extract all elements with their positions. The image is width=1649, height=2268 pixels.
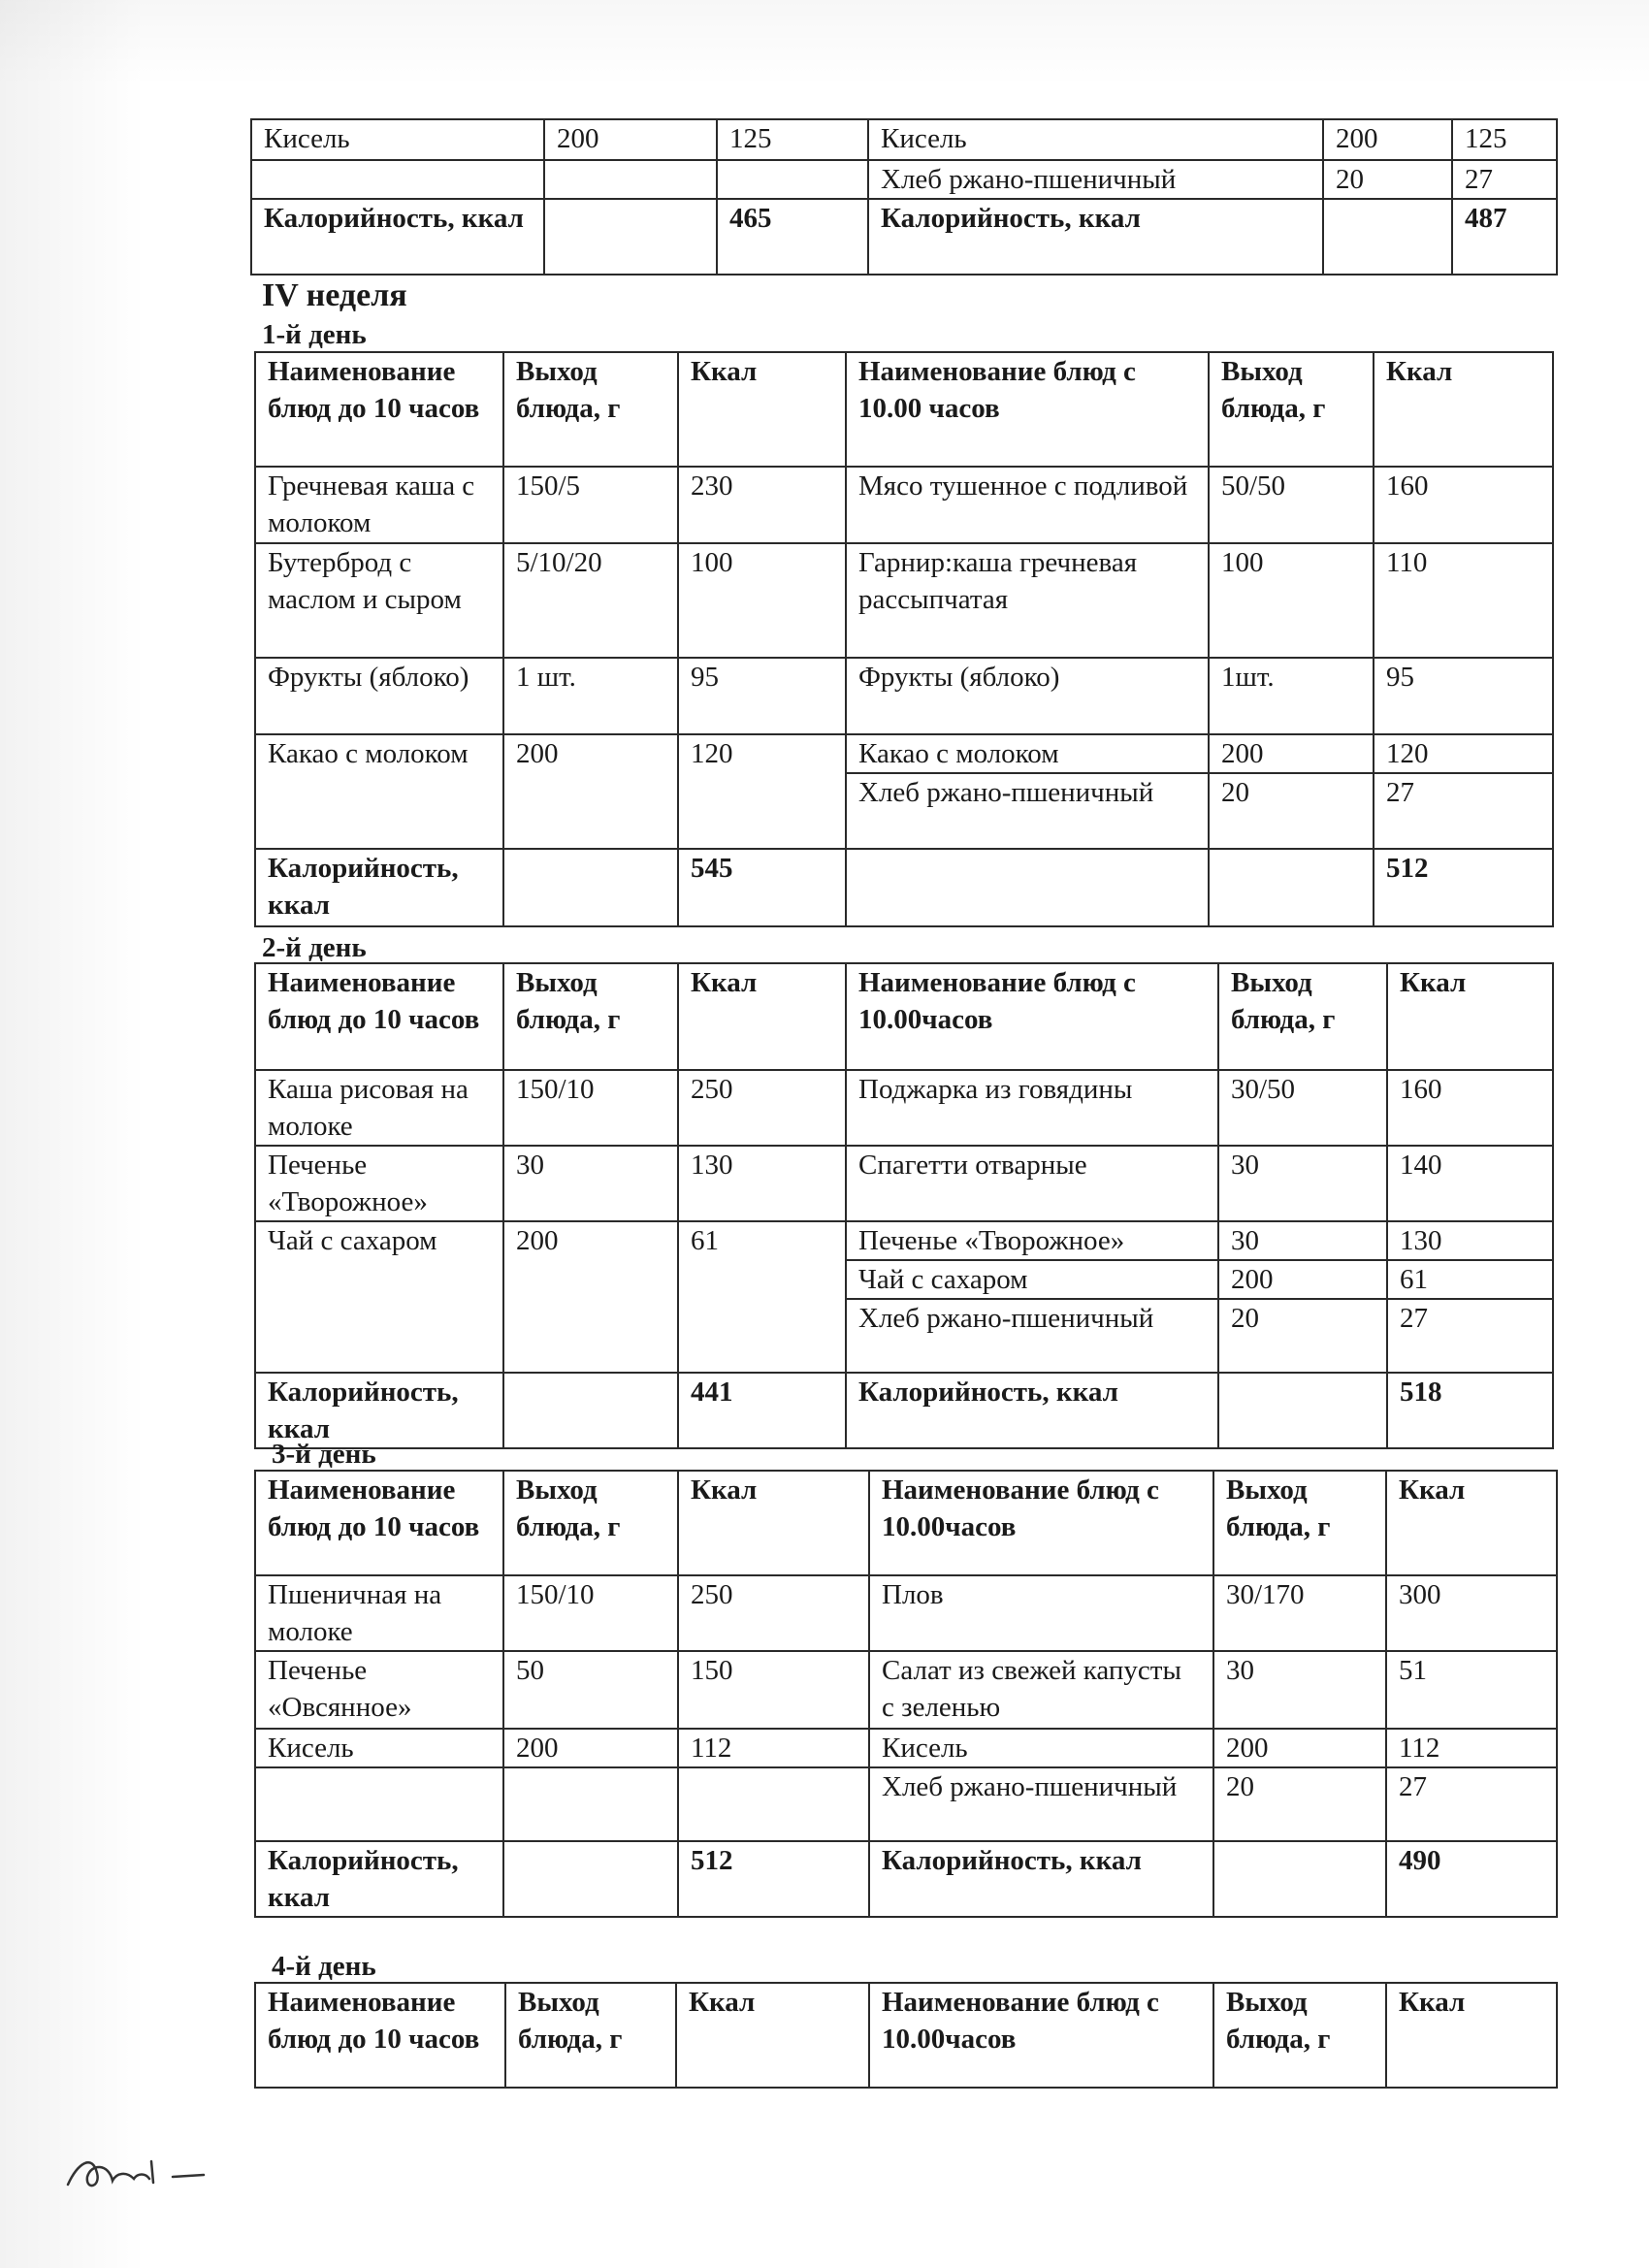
column-header: Ккал [1387, 963, 1553, 1070]
table-cell [678, 1767, 869, 1841]
total-value: 487 [1452, 199, 1557, 275]
top-table [250, 118, 1558, 275]
column-header: Наименование блюд с 10.00часов [846, 963, 1218, 1070]
total-value: 512 [1374, 849, 1553, 926]
table-cell [544, 160, 717, 199]
column-header: Наименование блюд до 10 часов [255, 352, 503, 467]
table-cell [544, 199, 717, 275]
table-cell: 20 [1209, 773, 1374, 849]
table-cell [717, 160, 868, 199]
table-cell: Фрукты (яблоко) [255, 658, 503, 734]
day1-table [254, 351, 1554, 927]
table-cell: 200 [503, 1729, 678, 1767]
table-cell: 112 [1386, 1729, 1557, 1767]
table-cell: Хлеб ржано-пшеничный [868, 160, 1323, 199]
table-cell: 61 [1387, 1260, 1553, 1299]
day-title: 1-й день [262, 319, 367, 350]
table-cell: 230 [678, 467, 846, 543]
table-cell: 30/50 [1218, 1070, 1387, 1146]
total-label: Калорийность, ккал [255, 849, 503, 926]
total-row [255, 1373, 1553, 1448]
table-cell: 150/10 [503, 1575, 678, 1651]
table-row [255, 1146, 1553, 1221]
table-cell: 130 [678, 1146, 846, 1221]
column-header: Ккал [676, 1983, 869, 2088]
table-cell: Каша рисовая на молоке [255, 1070, 503, 1146]
table-cell: Кисель [251, 119, 544, 160]
total-label: Калорийность, ккал [251, 199, 544, 275]
table-cell [503, 849, 678, 926]
column-header: Выход блюда, г [1209, 352, 1374, 467]
table-cell: Хлеб ржано-пшеничный [869, 1767, 1213, 1841]
table-row [255, 1651, 1557, 1729]
total-label: Калорийность, ккал [869, 1841, 1213, 1917]
column-header: Наименование блюд с 10.00часов [869, 1983, 1213, 2088]
table-cell: Печенье «Творожное» [255, 1146, 503, 1221]
column-header: Ккал [678, 963, 846, 1070]
total-label: Калорийность, ккал [255, 1373, 503, 1448]
table-cell: Печенье «Овсянное» [255, 1651, 503, 1729]
column-header: Выход блюда, г [503, 352, 678, 467]
scan-shadow-left [0, 0, 146, 2268]
table-cell [255, 1767, 503, 1841]
table-cell: 20 [1218, 1299, 1387, 1373]
total-row [255, 849, 1553, 926]
table-cell: 160 [1387, 1070, 1553, 1146]
day4-table [254, 1982, 1558, 2089]
total-label: Калорийность, ккал [868, 199, 1323, 275]
table-cell: Спагетти отварные [846, 1146, 1218, 1221]
table-cell: Хлеб ржано-пшеничный [846, 1299, 1218, 1373]
column-header: Наименование блюд до 10 часов [255, 963, 503, 1070]
table-cell: 30 [1213, 1651, 1386, 1729]
table-cell: Хлеб ржано-пшеничный [846, 773, 1209, 849]
table-cell: 100 [1209, 543, 1374, 658]
total-value: 518 [1387, 1373, 1553, 1448]
table-cell: 95 [1374, 658, 1553, 734]
table-cell: Плов [869, 1575, 1213, 1651]
column-header: Ккал [678, 1471, 869, 1575]
column-header: Наименование блюд до 10 часов [255, 1471, 503, 1575]
table-cell: 120 [1374, 734, 1553, 773]
table-cell: Пшеничная на молоке [255, 1575, 503, 1651]
total-value: 441 [678, 1373, 846, 1448]
total-label [846, 849, 1209, 926]
column-header: Выход блюда, г [503, 1471, 678, 1575]
total-label: Калорийность, ккал [255, 1841, 503, 1917]
table-cell: Бутерброд с маслом и сыром [255, 543, 503, 658]
table-row [255, 1221, 1553, 1260]
day-title: 4-й день [272, 1951, 376, 1982]
column-header: Выход блюда, г [1218, 963, 1387, 1070]
table-cell: 130 [1387, 1221, 1553, 1260]
table-cell: Фрукты (яблоко) [846, 658, 1209, 734]
table-header-row [255, 963, 1553, 1070]
table-row [255, 1729, 1557, 1767]
table-cell: Кисель [868, 119, 1323, 160]
table-cell: 120 [678, 734, 846, 849]
table-cell: Чай с сахаром [846, 1260, 1218, 1299]
table-cell: 200 [1209, 734, 1374, 773]
column-header: Выход блюда, г [505, 1983, 676, 2088]
column-header: Ккал [1374, 352, 1553, 467]
table-cell: 5/10/20 [503, 543, 678, 658]
table-header-row [255, 1983, 1557, 2088]
table-cell: Кисель [255, 1729, 503, 1767]
table-cell: 140 [1387, 1146, 1553, 1221]
column-header: Наименование блюд с 10.00часов [869, 1471, 1213, 1575]
table-cell: 125 [717, 119, 868, 160]
total-value: 512 [678, 1841, 869, 1917]
table-cell: Мясо тушенное с подливой [846, 467, 1209, 543]
table-cell: 150/5 [503, 467, 678, 543]
table-cell: 1шт. [1209, 658, 1374, 734]
table-row [255, 543, 1553, 658]
table-cell [503, 1767, 678, 1841]
table-cell: 30 [503, 1146, 678, 1221]
table-header-row [255, 1471, 1557, 1575]
table-cell: 20 [1323, 160, 1452, 199]
table-cell: 50 [503, 1651, 678, 1729]
table-cell: 27 [1386, 1767, 1557, 1841]
table-cell [1323, 199, 1452, 275]
scan-shadow-top [0, 0, 1649, 87]
day-title: 2-й день [262, 932, 367, 963]
total-label: Калорийность, ккал [846, 1373, 1218, 1448]
total-row [251, 199, 1557, 275]
table-cell: Какао с молоком [846, 734, 1209, 773]
table-cell: 160 [1374, 467, 1553, 543]
table-cell [251, 160, 544, 199]
table-cell: 27 [1387, 1299, 1553, 1373]
table-cell: 112 [678, 1729, 869, 1767]
table-cell: 30 [1218, 1146, 1387, 1221]
column-header: Наименование блюд с 10.00 часов [846, 352, 1209, 467]
table-cell: Поджарка из говядины [846, 1070, 1218, 1146]
table-cell [1218, 1373, 1387, 1448]
table-cell: Гречневая каша с молоком [255, 467, 503, 543]
table-cell: 50/50 [1209, 467, 1374, 543]
table-cell: Печенье «Творожное» [846, 1221, 1218, 1260]
table-cell: 20 [1213, 1767, 1386, 1841]
table-row [255, 1767, 1557, 1841]
table-cell [503, 1373, 678, 1448]
table-row [255, 658, 1553, 734]
table-cell: 125 [1452, 119, 1557, 160]
table-cell: 200 [1213, 1729, 1386, 1767]
table-cell: 300 [1386, 1575, 1557, 1651]
signature-mark [58, 2134, 252, 2202]
table-cell: 200 [503, 1221, 678, 1373]
total-value: 545 [678, 849, 846, 926]
table-row [255, 1575, 1557, 1651]
column-header: Наименование блюд до 10 часов [255, 1983, 505, 2088]
table-cell: 1 шт. [503, 658, 678, 734]
table-cell [1213, 1841, 1386, 1917]
table-cell: 150 [678, 1651, 869, 1729]
week-title: IV неделя [262, 277, 407, 313]
column-header: Выход блюда, г [1213, 1983, 1386, 2088]
table-cell: Чай с сахаром [255, 1221, 503, 1373]
table-cell: 51 [1386, 1651, 1557, 1729]
column-header: Выход блюда, г [503, 963, 678, 1070]
total-row [255, 1841, 1557, 1917]
table-row [255, 734, 1553, 773]
day3-table [254, 1470, 1558, 1918]
column-header: Ккал [678, 352, 846, 467]
table-cell: Гарнир:каша гречневая рассыпчатая [846, 543, 1209, 658]
table-cell: 100 [678, 543, 846, 658]
table-cell: Какао с молоком [255, 734, 503, 849]
column-header: Ккал [1386, 1983, 1557, 2088]
table-cell: 250 [678, 1575, 869, 1651]
table-row [251, 119, 1557, 160]
table-row [255, 1070, 1553, 1146]
table-cell: 200 [544, 119, 717, 160]
table-cell [503, 1841, 678, 1917]
table-header-row [255, 352, 1553, 467]
table-cell: 110 [1374, 543, 1553, 658]
column-header: Ккал [1386, 1471, 1557, 1575]
table-cell: 30 [1218, 1221, 1387, 1260]
day-title: 3-й день [272, 1439, 376, 1470]
table-cell: 200 [503, 734, 678, 849]
table-cell: 200 [1218, 1260, 1387, 1299]
total-value: 490 [1386, 1841, 1557, 1917]
table-cell [1209, 849, 1374, 926]
total-value: 465 [717, 199, 868, 275]
table-cell: 250 [678, 1070, 846, 1146]
table-row [251, 160, 1557, 199]
table-cell: 61 [678, 1221, 846, 1373]
table-cell: 150/10 [503, 1070, 678, 1146]
table-cell: Кисель [869, 1729, 1213, 1767]
table-cell: 95 [678, 658, 846, 734]
table-cell: 27 [1374, 773, 1553, 849]
table-cell: 27 [1452, 160, 1557, 199]
day2-table [254, 962, 1554, 1449]
table-cell: 200 [1323, 119, 1452, 160]
table-row [255, 467, 1553, 543]
column-header: Выход блюда, г [1213, 1471, 1386, 1575]
table-cell: 30/170 [1213, 1575, 1386, 1651]
table-cell: Салат из свежей капусты с зеленью [869, 1651, 1213, 1729]
